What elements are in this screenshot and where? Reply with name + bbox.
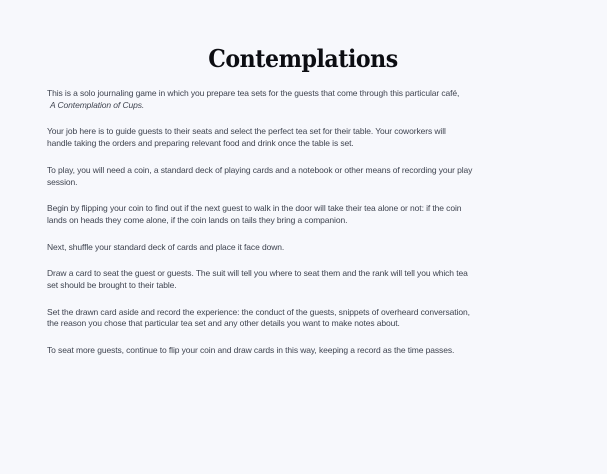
continue-line: To seat more guests, continue to flip your coin and draw cards in this way, keeping a record as the time passes. [47,345,455,356]
record-line-1: Set the drawn card aside and record the experience: the conduct of the guests, snippets of overheard conversation, [47,306,470,317]
game-title-italic: A Contemplation of Cups. [50,99,145,110]
job-paragraph [47,126,567,149]
intro-paragraph [47,88,567,111]
materials-paragraph [47,165,567,188]
rules-page [0,44,607,474]
draw-card-line-1: Draw a card to seat the guest or guests. The suit will tell you where to seat them and the rank will tell you which tea [47,268,468,279]
draw-card-line-2: set should be brought to their table. [47,280,177,291]
coin-flip-line-1: Begin by flipping your coin to find out if the next guest to walk in the door will take their tea alone or not: if the coin [47,203,462,214]
draw-card-paragraph [47,268,567,291]
continue-paragraph [47,345,567,357]
materials-line-2: session. [47,176,78,187]
shuffle-line: Next, shuffle your standard deck of cards and place it face down. [47,241,285,252]
materials-line-1: To play, you will need a coin, a standard deck of playing cards and a notebook or other means of recording your play [47,164,473,175]
record-paragraph [47,307,567,330]
coin-flip-line-2: lands on heads they come alone, if the coin lands on tails they bring a companion. [47,214,348,225]
record-line-2: the reason you chose that particular tea set and any other details you want to make notes about. [47,318,400,329]
intro-line: This is a solo journaling game in which you prepare tea sets for the guests that come through this particular café, [47,88,460,98]
page-title: Contemplations [208,44,398,73]
coin-flip-paragraph [47,203,567,226]
job-line-2: handle taking the orders and preparing relevant food and drink once the table is set. [47,138,354,149]
job-line-1: Your job here is to guide guests to their seats and select the perfect tea set for their table. Your coworkers will [47,126,446,137]
shuffle-paragraph [47,242,567,254]
rules-text [0,88,607,357]
